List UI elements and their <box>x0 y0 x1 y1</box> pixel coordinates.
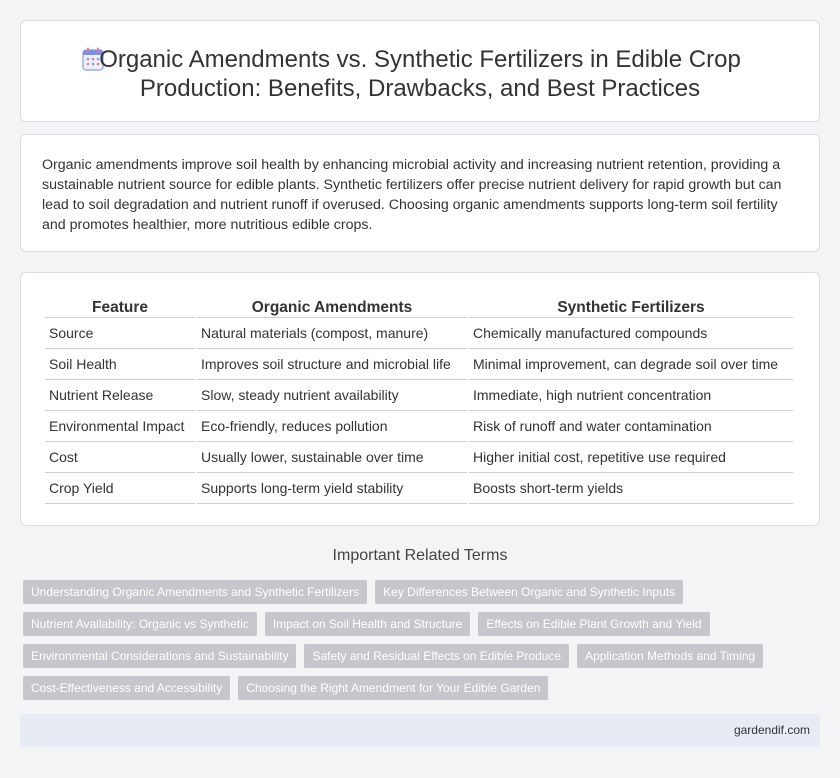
related-tag[interactable]: Effects on Edible Plant Growth and Yield <box>478 612 709 636</box>
cell-synthetic: Chemically manufactured compounds <box>469 318 793 349</box>
related-tag[interactable]: Understanding Organic Amendments and Synthetic Fertilizers <box>23 580 367 604</box>
title-card <box>20 20 820 122</box>
table-row <box>45 349 793 380</box>
header-synthetic: Synthetic Fertilizers <box>469 296 793 318</box>
header-organic: Organic Amendments <box>197 296 467 318</box>
related-tag[interactable]: Nutrient Availability: Organic vs Synthetic <box>23 612 257 636</box>
table-row <box>45 411 793 442</box>
header-feature: Feature <box>45 296 195 318</box>
cell-synthetic: Boosts short-term yields <box>469 473 793 504</box>
related-tag[interactable]: Choosing the Right Amendment for Your Edible Garden <box>238 676 548 700</box>
related-tag[interactable]: Cost-Effectiveness and Accessibility <box>23 676 230 700</box>
tag-row <box>23 612 813 636</box>
cell-feature: Soil Health <box>45 349 195 380</box>
table-row <box>45 442 793 473</box>
related-tag[interactable]: Application Methods and Timing <box>577 644 763 668</box>
cell-feature: Source <box>45 318 195 349</box>
related-tag[interactable]: Environmental Considerations and Sustainability <box>23 644 296 668</box>
footer-bar <box>20 714 820 747</box>
cell-feature: Crop Yield <box>45 473 195 504</box>
cell-organic: Natural materials (compost, manure) <box>197 318 467 349</box>
cell-synthetic: Immediate, high nutrient concentration <box>469 380 793 411</box>
cell-feature: Nutrient Release <box>45 380 195 411</box>
related-terms-heading: Important Related Terms <box>332 547 508 564</box>
cell-organic: Supports long-term yield stability <box>197 473 467 504</box>
related-tag[interactable]: Safety and Residual Effects on Edible Produce <box>304 644 569 668</box>
cell-organic: Eco-friendly, reduces pollution <box>197 411 467 442</box>
cell-organic: Improves soil structure and microbial life <box>197 349 467 380</box>
footer-site-link[interactable]: gardendif.com <box>733 723 810 737</box>
related-terms-tags <box>23 580 813 708</box>
tag-row <box>23 676 813 700</box>
page-title: Organic Amendments vs. Synthetic Fertilizers in Edible Crop Production: Benefits, Drawbacks, and Best Practices <box>99 46 741 102</box>
tag-row <box>23 644 813 668</box>
table-row <box>45 473 793 504</box>
cell-organic: Slow, steady nutrient availability <box>197 380 467 411</box>
intro-card <box>20 134 820 252</box>
cell-organic: Usually lower, sustainable over time <box>197 442 467 473</box>
related-tag[interactable]: Key Differences Between Organic and Synthetic Inputs <box>375 580 683 604</box>
intro-paragraph: Organic amendments improve soil health by enhancing microbial activity and increasing nutrient retention, providing a sustainable nutrient source for edible plants. Synthetic fertilizers offer precise nutrient delivery for rapid growth but can lead to soil degradation and nutrient runoff if overused. Choosing organic amendments supports long-term soil fertility and promotes healthier, more nutritious edible crops. <box>42 157 782 233</box>
comparison-card <box>20 272 820 526</box>
cell-synthetic: Higher initial cost, repetitive use required <box>469 442 793 473</box>
related-tag[interactable]: Impact on Soil Health and Structure <box>265 612 470 636</box>
cell-synthetic: Risk of runoff and water contamination <box>469 411 793 442</box>
table-header-row <box>45 296 793 318</box>
table-row <box>45 380 793 411</box>
table-row <box>45 318 793 349</box>
tag-row <box>23 580 813 604</box>
cell-feature: Cost <box>45 442 195 473</box>
comparison-table <box>43 296 795 504</box>
cell-feature: Environmental Impact <box>45 411 195 442</box>
cell-synthetic: Minimal improvement, can degrade soil over time <box>469 349 793 380</box>
